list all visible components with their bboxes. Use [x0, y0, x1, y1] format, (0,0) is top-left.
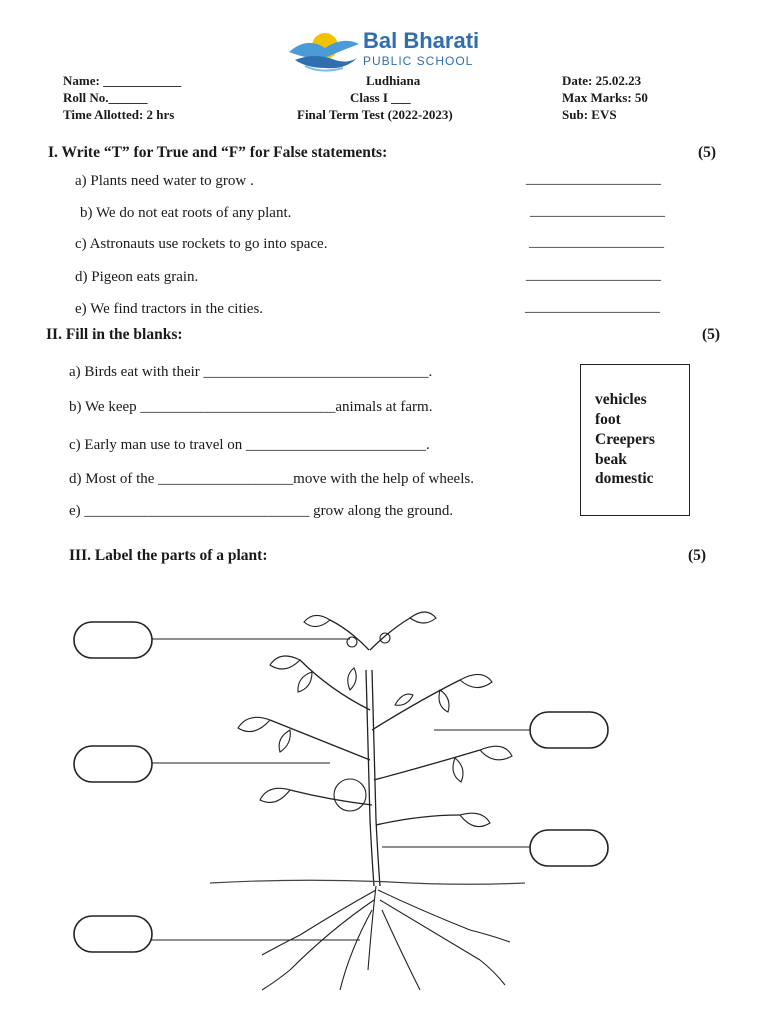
section3-marks: (5)	[688, 547, 707, 564]
school-name: Bal Bharati	[363, 28, 480, 53]
plant-branch	[374, 750, 480, 780]
fill-blank-b[interactable]: b) We keep __________________________animals at farm.	[69, 399, 433, 415]
word-box-item: foot	[595, 411, 621, 428]
tf-question-e: e) We find tractors in the cities.	[75, 301, 264, 317]
tf-answer-blank-c[interactable]: __________________	[529, 234, 664, 250]
fill-blank-d[interactable]: d) Most of the __________________move with the help of wheels.	[69, 471, 474, 487]
label-box-roots[interactable]	[74, 916, 152, 952]
header-max-marks: Max Marks: 50	[562, 90, 648, 105]
leaf	[260, 788, 290, 802]
flower-bud	[380, 633, 390, 643]
logo-emblem-icon	[285, 22, 361, 78]
leaf	[238, 717, 270, 731]
word-box-item: beak	[595, 451, 627, 468]
leaf	[279, 730, 290, 752]
leaf	[453, 758, 463, 782]
section1-heading: I. Write “T” for True and “F” for False statements:	[48, 144, 388, 161]
tf-question-c: c) Astronauts use rockets to go into space.	[75, 236, 328, 252]
section2-heading: II. Fill in the blanks:	[46, 326, 183, 343]
plant-branch	[300, 660, 370, 710]
school-logo	[285, 22, 485, 78]
plant-branch	[376, 815, 460, 825]
label-box-fruit[interactable]	[74, 746, 152, 782]
fill-blank-c[interactable]: c) Early man use to travel on ________________________.	[69, 437, 430, 453]
section1-marks: (5)	[698, 144, 717, 161]
label-pointer	[150, 639, 530, 940]
header-date: Date: 25.02.23	[562, 73, 642, 88]
school-subtitle: PUBLIC SCHOOL	[363, 54, 474, 68]
fill-blank-a[interactable]: a) Birds eat with their ______________________________.	[69, 364, 433, 380]
leaf	[410, 612, 436, 623]
leaf	[439, 690, 449, 712]
leaf	[460, 813, 490, 826]
header-name: Name: ____________	[63, 73, 182, 88]
header-time: Time Allotted: 2 hrs	[63, 107, 175, 122]
plant-branch	[330, 620, 369, 650]
tf-question-b: b) We do not eat roots of any plant.	[80, 205, 292, 221]
leaf	[298, 672, 312, 692]
plant-branch	[290, 790, 372, 805]
tf-question-d: d) Pigeon eats grain.	[75, 269, 199, 285]
plant-branch	[270, 720, 370, 760]
header-test-name: Final Term Test (2022-2023)	[297, 107, 453, 122]
leaf	[304, 615, 330, 626]
header-class: Class I ___	[350, 90, 411, 105]
header-roll-no: Roll No.______	[63, 90, 148, 105]
section3-heading: III. Label the parts of a plant:	[69, 547, 268, 564]
leaf	[270, 656, 300, 669]
ground-line	[210, 880, 525, 884]
word-box-item: Creepers	[595, 431, 655, 448]
fill-blank-e[interactable]: e) ______________________________ grow along the ground.	[69, 503, 454, 519]
plant-branch	[372, 680, 460, 730]
tf-question-a: a) Plants need water to grow .	[75, 173, 254, 189]
tf-answer-blank-a[interactable]: __________________	[526, 171, 661, 187]
plant-roots	[262, 886, 510, 990]
tf-answer-blank-d[interactable]: __________________	[526, 267, 661, 283]
leaf	[480, 746, 512, 760]
word-box-item: vehicles	[595, 391, 647, 408]
word-box	[580, 364, 690, 516]
leaf	[348, 668, 357, 690]
plant-branch	[370, 618, 410, 650]
section2-marks: (5)	[702, 326, 721, 343]
label-box-leaf[interactable]	[530, 712, 608, 748]
label-box-flower[interactable]	[74, 622, 152, 658]
header-subject: Sub: EVS	[562, 107, 617, 122]
leaf	[460, 674, 492, 687]
tf-answer-blank-b[interactable]: __________________	[530, 203, 665, 219]
tf-answer-blank-e[interactable]: __________________	[525, 299, 660, 315]
leaf	[395, 694, 413, 705]
header-city: Ludhiana	[366, 73, 421, 88]
word-box-item: domestic	[595, 470, 654, 487]
plant-diagram	[0, 590, 770, 1024]
fruit	[334, 779, 366, 811]
label-box-stem[interactable]	[530, 830, 608, 866]
